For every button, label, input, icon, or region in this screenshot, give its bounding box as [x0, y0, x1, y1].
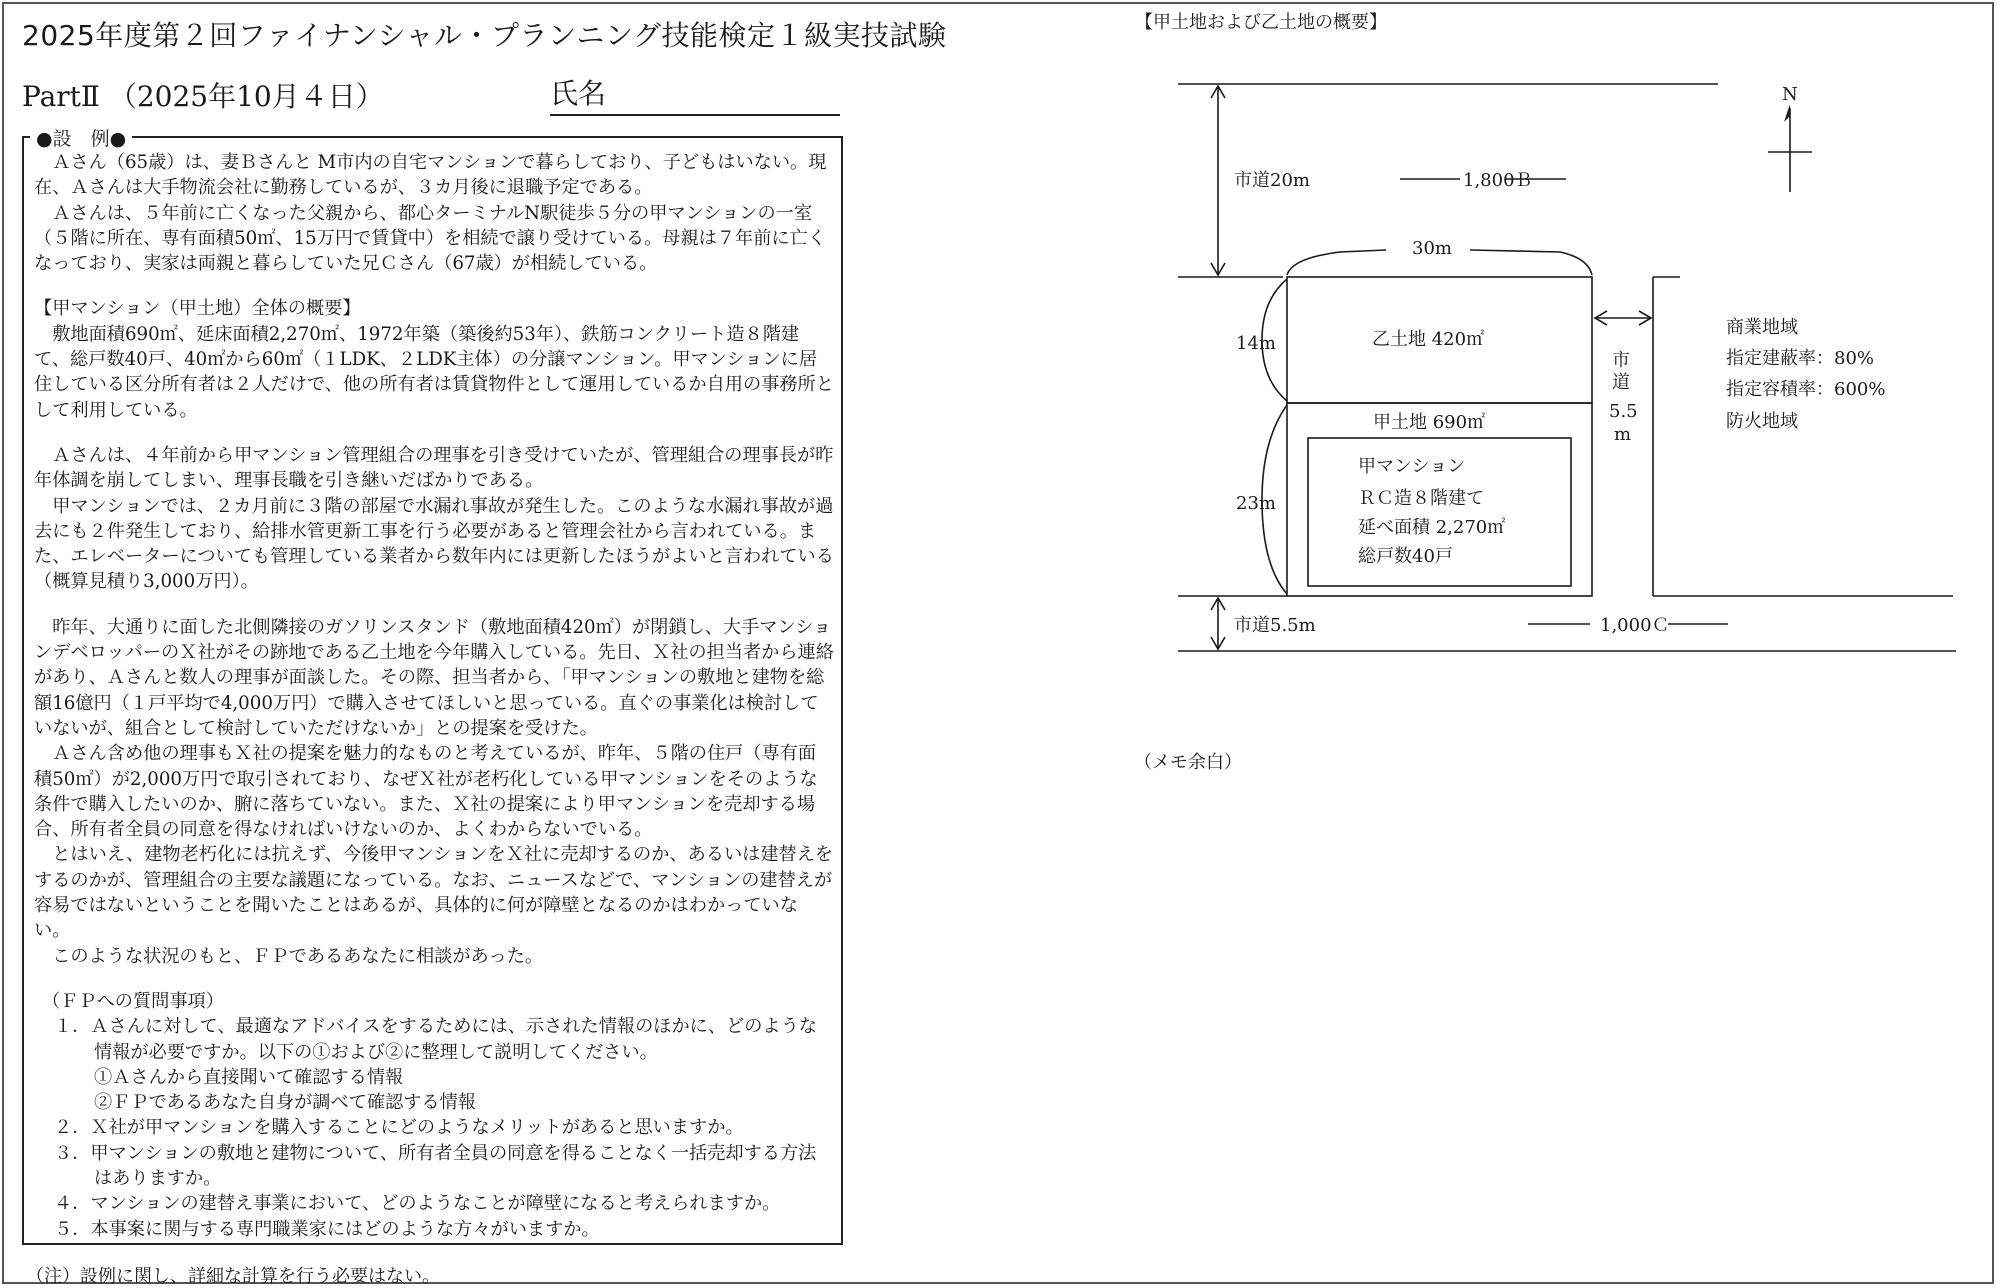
questions-heading: （ＦＰへの質問事項） [42, 990, 224, 1012]
question-1: １．Ａさんに対して、最適なアドバイスをするためには、示された情報のほかに、どのような情報が必要ですか。以下の①および②に整理して説明してください。 ①Ａさんから直接聞いて確認する情報 ②ＦＰであるあなた自身が調べて確認する情報 [34, 1014, 834, 1115]
case-paragraph: Ａさん（65歳）は、妻Ｂさんと M市内の自宅マンションで暮らしており、子どもはいない。現在、Ａさんは大手物流会社に勤務しているが、３カ月後に退職予定である。 [34, 152, 827, 199]
part-date: PartⅡ （2025年10月４日） [22, 80, 384, 113]
question-1b: ②ＦＰであるあなた自身が調べて確認する情報 [94, 1092, 476, 1114]
road-top-label: 市道20m [1234, 170, 1310, 191]
dim-width-arc-right [1470, 250, 1592, 275]
case-paragraph: Ａさんは、４年前から甲マンション管理組合の理事を引き受けていたが、管理組合の理事長が昨年体調を崩してしまい、理事長職を引き継いだばかりである。 [34, 444, 834, 492]
case-paragraph: Ａさん含め他の理事もＸ社の提案を魅力的なものと考えているが、昨年、５階の住戸（専有面積50㎡）が2,000万円で取引されており、なぜＸ社が老朽化している甲マンションをそのような条件で購入したいのか、腑に落ちていない。また、Ｘ社の提案により甲マンションを売却する場合、所有者全員の同意を得なければいけないのか、よくわからないでいる。 [34, 743, 818, 841]
section-heading: 【甲マンション（甲土地）全体の概要】 [34, 298, 361, 320]
question-2: ２．Ｘ社が甲マンションを購入することにどのようなメリットがあると思いますか。 [54, 1117, 744, 1139]
question-5: ５．本事案に関与する専門職業家にはどのような方々がいますか。 [54, 1218, 600, 1240]
price-bottom-label: 1,000Ｃ [1600, 615, 1670, 636]
case-paragraph: このような状況のもと、ＦＰであるあなたに相談があった。 [52, 945, 544, 967]
case-paragraph: 敷地面積690㎡、延床面積2,270㎡、1972年築（築後約53年）、鉄筋コンクリート造８階建て、総戸数40戸、40㎡から60㎡（１LDK、２LDK主体）の分譲マンション。甲マンションに居住している区分所有者は２人だけで、他の所有者は賃貸物件として運用しているか自用の事務所として利用している。 [34, 323, 834, 421]
ko-land-label: 甲土地 690㎡ [1373, 412, 1486, 433]
depth-ko-label: 23m [1236, 493, 1276, 514]
case-paragraph: 昨年、大通りに面した北側隣接のガソリンスタンド（敷地面積420㎡）が閉鎖し、大手マンションデベロッパーのＸ社がその跡地である乙土地を今年購入している。先日、Ｘ社の担当者から連絡があり、Ａさんと数人の理事が面談した。その際、担当者から、「甲マンションの敷地と建物を総額16億円（１戸平均で4,000万円）で購入させてほしいと思っている。直ぐの事業化は検討していないが、組合として検討していただけないか」との提案を受けた。 [34, 616, 834, 739]
fire-zone: 防火地域 [1726, 411, 1798, 432]
side-road-width: 5.5 [1609, 401, 1638, 422]
north-label: N [1782, 84, 1798, 105]
exam-title: 2025年度第２回ファイナンシャル・プランニング技能検定１級実技試験 [22, 19, 947, 52]
question-3: ３．甲マンションの敷地と建物について、所有者全員の同意を得ることなく一括売却する方法はありますか。 [54, 1142, 817, 1189]
footnote: （注）設例に関し、詳細な計算を行う必要はない。 [26, 1266, 440, 1287]
question-4: ４．マンションの建替え事業において、どのようなことが障壁になると考えられますか。 [54, 1193, 781, 1215]
side-road-label: 市 [1612, 350, 1630, 371]
zoning-label: 商業地域 [1726, 317, 1798, 338]
case-paragraph: Ａさんは、５年前に亡くなった父親から、都心ターミナルN駅徒歩５分の甲マンションの一室（５階に所在、専有面積50㎡、15万円で賃貸中）を相続で譲り受けている。母親は７年前に亡くなっており、実家は両親と暮らしていた兄Ｃさん（67歳）が相続している。 [34, 202, 826, 275]
side-road-label: 道 [1612, 372, 1630, 393]
building-units: 総戸数40戸 [1358, 546, 1453, 567]
otsu-land-label: 乙土地 420㎡ [1372, 329, 1485, 350]
price-top-label: 1,800Ｂ [1463, 170, 1533, 191]
width-label: 30m [1412, 238, 1452, 259]
building-structure: ＲＣ造８階建て [1358, 488, 1484, 509]
memo-label: （メモ余白） [1134, 752, 1242, 773]
case-legend: ●設 例● [30, 124, 132, 151]
name-field: 氏名 [550, 72, 840, 116]
depth-otsu-label: 14m [1236, 333, 1276, 354]
north-arrow-head [1784, 104, 1790, 122]
question-1a: ①Ａさんから直接聞いて確認する情報 [94, 1066, 404, 1088]
case-paragraph: とはいえ、建物老朽化には抗えず、今後甲マンションをＸ社に売却するのか、あるいは建替えをするのかが、管理組合の主要な議題になっている。なお、ニュースなどで、マンションの建替えが容易ではないということを聞いたことはあるが、具体的に何が障壁となるのかはわかっていない。 [34, 844, 834, 942]
building-floor-area: 延べ面積 2,270㎡ [1358, 517, 1506, 538]
floor-area-ratio: 指定容積率：600% [1726, 379, 1886, 400]
dim-width-arc-left [1287, 250, 1386, 275]
diagram-title: 【甲土地および乙土地の概要】 [1135, 12, 1387, 33]
building-label: 甲マンション [1358, 456, 1466, 477]
coverage-ratio: 指定建蔽率：80% [1726, 348, 1875, 369]
road-bottom-label: 市道5.5m [1234, 615, 1316, 636]
case-paragraph: 甲マンションでは、２カ月前に３階の部屋で水漏れ事故が発生した。このような水漏れ事故が過去にも２件発生しており、給排水管更新工事を行う必要があると管理会社から言われている。また、エレベーターについても管理している業者から数年内には更新したほうがよいと言われている（概算見積り3,000万円）。 [34, 495, 834, 593]
side-road-unit: m [1614, 424, 1632, 445]
